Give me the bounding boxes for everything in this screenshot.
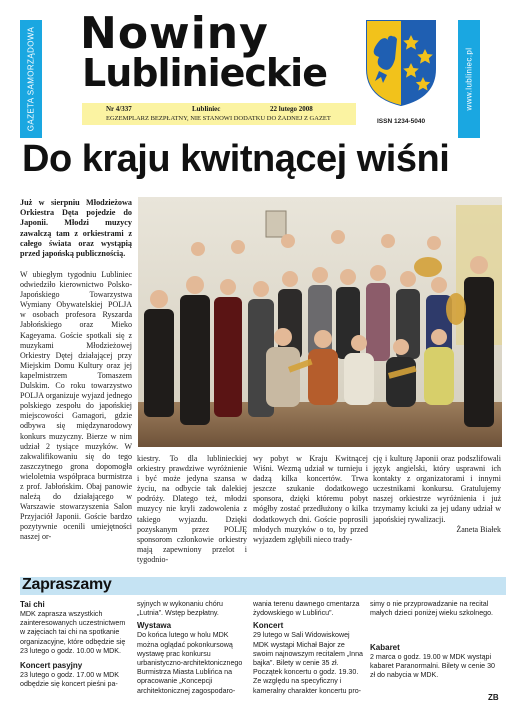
- event-koncert-pasyjny: [20, 661, 130, 689]
- issue-place: Lubliniec: [192, 105, 221, 113]
- event-title: Wystawa: [137, 621, 172, 631]
- event-title: Koncert pasyjny: [20, 661, 83, 670]
- orchestra-group-photo: [138, 197, 502, 447]
- event-body-continued: syjnych w wykonaniu chóru „Lutnia”. Wstęp bezpłatny.: [137, 600, 223, 618]
- page-code: ZB: [488, 693, 499, 702]
- side-banner-left: [20, 20, 42, 138]
- masthead-title-line2: Lublinieckie: [82, 51, 327, 95]
- event-kabaret: [370, 643, 502, 681]
- event-title: Koncert: [253, 621, 284, 631]
- events-section-title: Zapraszamy: [22, 576, 112, 593]
- article-column-3: wy pobyt w Kraju Kwitnącej Wiśni. Wezmą udział w turnieju i dadzą kilka koncertów. Trwa jeszcze szukanie dodatkowego sponsora, dzięki któremu pobyt mógłby zostać przedłużony o kilka dodatkowych dni. Goście poprosili młodych muzyków o to, by przed wyjazdem zgłębili nieco trady-: [253, 454, 368, 544]
- event-body: Do końca lutego w holu MDK można oglądać pokonkursową wystawę prac konkursu urbanistyczno-architektonicznego Burmistrza Miasta Lublińca na opracowanie „Koncepcji architektonicznej zagospodaro-: [137, 631, 243, 695]
- event-body: 2 marca o godz. 19.00 w MDK wystąpi kabaret Paranormalni. Bilety w cenie 30 zł do nabycia w MDK.: [370, 653, 495, 680]
- website-link[interactable]: www.lubliniec.pl: [464, 47, 474, 111]
- free-copy-note: EGZEMPLARZ BEZPŁATNY, NIE STANOWI DODATKU DO ŻADNEJ Z GAZET: [106, 115, 331, 122]
- issn-number: ISSN 1234-5040: [377, 118, 426, 125]
- article-lead: Już w sierpniu Młodzieżowa Orkiestra Dęta pojedzie do Japonii. Młodzi muzycy zawalczą tam z orkiestrami z całego świata oraz wystąpią przed japońską publicznością.: [20, 198, 132, 259]
- issue-number: Nr 4/337: [106, 105, 132, 113]
- article-headline: Do kraju kwitnącej wiśni: [22, 138, 450, 180]
- event-title: Tai chi: [20, 600, 45, 609]
- side-banner-right: [458, 20, 480, 138]
- article-column-2: kiestry. To dla lublinieckiej orkiestry prawdziwe wyróżnienie i być może jedyna szansa w życiu, na odbycie tak dalekiej podróży. Dlatego też, młodzi muzycy nie kryli zadowolenia z takiego wyjazdu. Dzięki pozyskanym przez POLJĘ sponsorom członkowie orkiestry mają zapewniony przelot i tygodnio-: [137, 454, 247, 564]
- article-column-4-text: cję i kulturę Japonii oraz podszlifowali język angielski, który usprawni ich kontakty z organizatorami i innymi uczestnikami konkursu. Gratulujemy naszej orkiestrze wyróżnienia i już trzymamy kciuki za jej udany udział w japońskiej rywalizacji.: [373, 454, 501, 524]
- article-author: Żaneta Białek: [456, 524, 501, 534]
- events-section-header: [20, 577, 506, 595]
- event-body: 23 lutego o godz. 17.00 w MDK odbędzie się koncert pieśni pa-: [20, 671, 119, 689]
- article-column-4: [373, 454, 501, 535]
- issue-info-bar: [82, 103, 356, 125]
- event-body: MDK zaprasza wszystkich zainteresowanych uczestnictwem w zajęciach tai chi na spotkanie organizacyjne, które odbędzie się 23 lutego o godz. 10.00 w MDK.: [20, 610, 126, 655]
- event-body: 29 lutego w Sali Widowiskowej MDK wystąpi Michał Bajor ze swoim najnowszym recitalem „Inna bajka”. Bilety w cenie 35 zł. Początek koncertu o godz. 19.30. Ze względu na specyficzny i kameralny charakter koncertu pro-: [253, 631, 363, 695]
- masthead-title-line1: Nowiny: [80, 8, 269, 59]
- event-title: Kabaret: [370, 643, 400, 652]
- city-crest-icon: [365, 19, 437, 107]
- article-column-1: W ubiegłym tygodniu Lubliniec odwiedziło kierownictwo Polsko-Japońskiego Towarzystwa Wymiany Obywatelskiej POLJA w osobach profesora Ryszarda Jabłońskiego oraz Mieko Kageyama. Goście spotkali się z muzykami Młodzieżowej Orkiestry Dętej działającej przy Miejskim Domu Kultury oraz jej kapelmistrzem Tomaszem Dulskim. Co roku towarzystwo POLJA organizuje wyjazd jednego polskiego zespołu do japońskiej miejscowości Gamagori, gdzie odbywa się międzynarodowy konkurs muzyczny. Bierze w nim udział 2 tysiące muzyków. W zakwalifikowaniu się do tego zaszczytnego grona dopomogła wieloletnia współpraca burmistrza z prof. Jabłońskim. Obaj panowie należą do działającego w Warszawie stowarzyszenia Salon Przyjaciół Japonii. Goście bardzo pozytywnie ocenili umiejętności naszej or-: [20, 270, 132, 542]
- event-wystawa: [137, 600, 245, 696]
- event-body-continued: simy o nie przyprowadzanie na recital małych dzieci poniżej wieku szkolnego.: [370, 600, 494, 618]
- event-koncert: [253, 600, 364, 696]
- event-koncert-continued: [370, 600, 502, 618]
- issue-date: 22 lutego 2008: [270, 105, 313, 113]
- side-banner-left-label: GAZETA SAMORZĄDOWA: [26, 26, 36, 132]
- event-tai-chi: [20, 600, 130, 656]
- event-body-continued: wania terenu dawnego cmentarza żydowskiego w Lublińcu”.: [253, 600, 360, 618]
